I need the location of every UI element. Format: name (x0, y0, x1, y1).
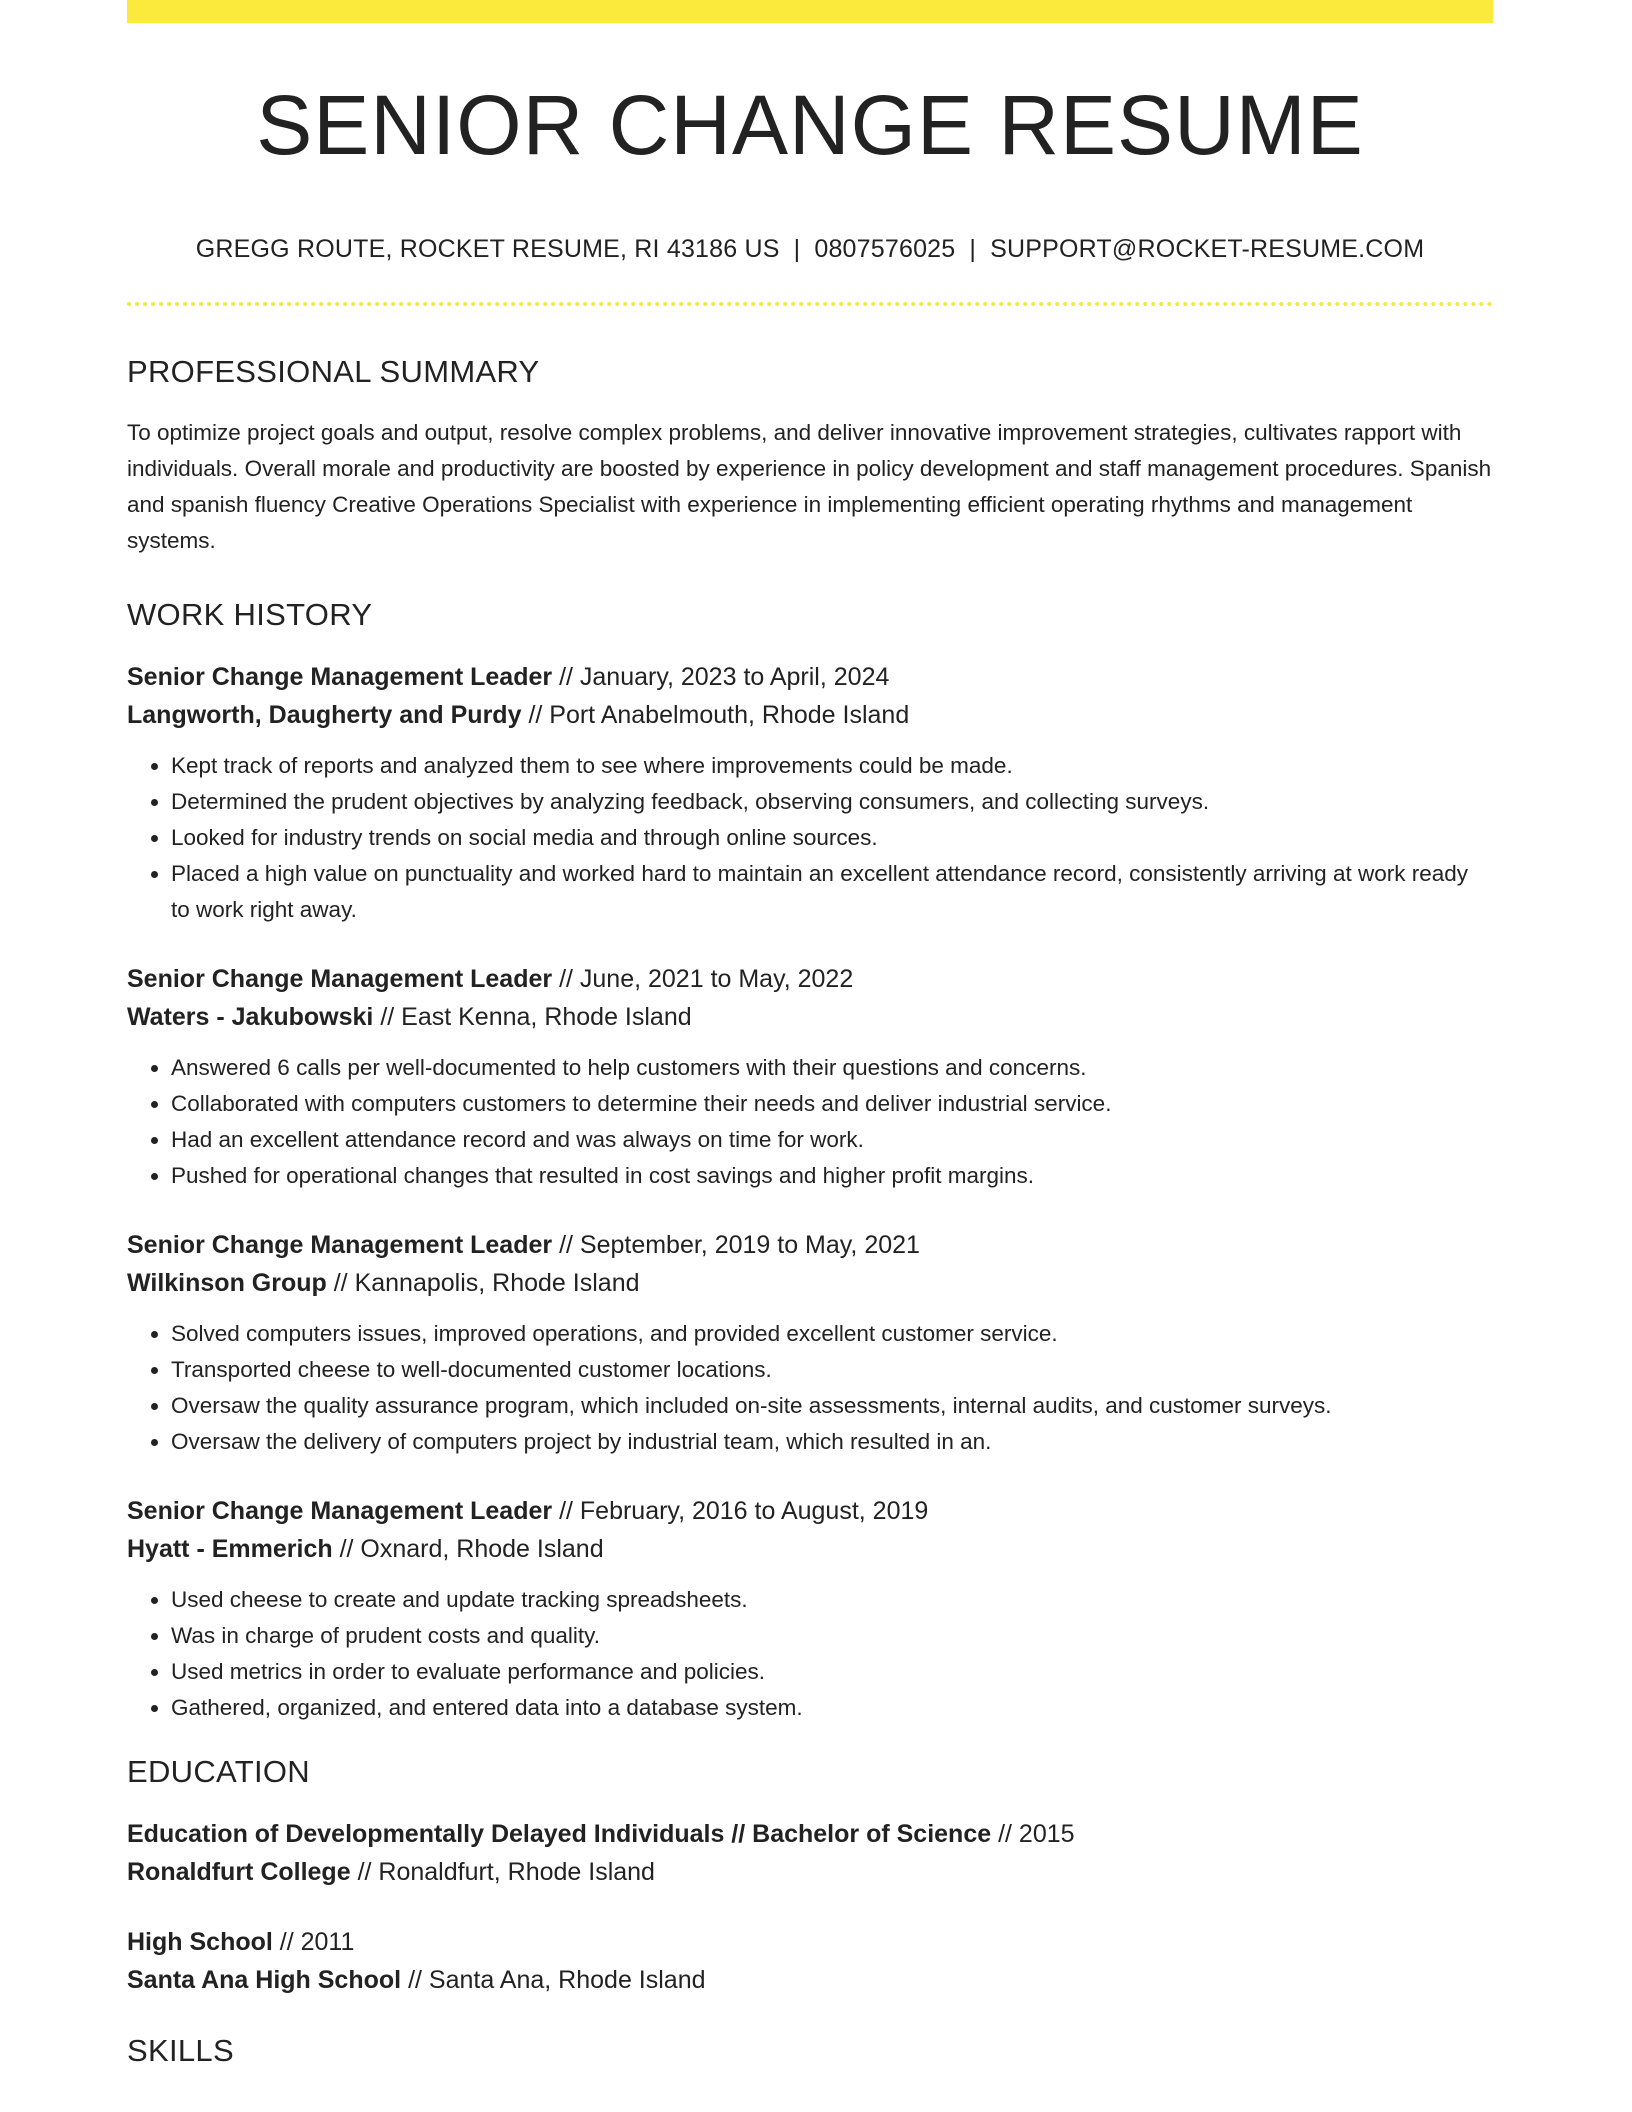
education-school-line (127, 1961, 1493, 1999)
section-title-skills: SKILLS (127, 2033, 234, 2068)
job-bullet: • Pushed for operational changes that resulted in cost savings and higher profit margins. (171, 1158, 1493, 1194)
education-location: // Ronaldfurt, Rhode Island (357, 1858, 655, 1886)
resume-title: SENIOR CHANGE RESUME (256, 78, 1364, 172)
job-bullet: • Answered 6 calls per well-documented to help customers with their questions and concerns. (171, 1050, 1493, 1086)
section-title-education: EDUCATION (127, 1754, 310, 1789)
education-section (127, 1756, 1493, 1999)
job-title-line (127, 658, 1493, 696)
job-role: Senior Change Management Leader (127, 965, 553, 993)
job-dates: // June, 2021 to May, 2022 (559, 965, 854, 993)
education-degree-line (127, 1923, 1493, 1961)
job-bullet: • Gathered, organized, and entered data into a database system. (171, 1690, 1493, 1726)
education-entry (127, 1923, 1493, 1999)
education-school-line (127, 1853, 1493, 1891)
resume-page (127, 0, 1493, 2066)
job-role: Senior Change Management Leader (127, 1231, 553, 1259)
section-title-work-history: WORK HISTORY (127, 597, 373, 632)
education-degree-line (127, 1815, 1493, 1853)
job-entry (127, 658, 1493, 928)
job-bullet: • Was in charge of prudent costs and quality. (171, 1618, 1493, 1654)
job-location: // Kannapolis, Rhode Island (333, 1269, 640, 1297)
job-bullet: • Oversaw the quality assurance program, which included on-site assessments, internal audits, and customer surveys. (171, 1388, 1493, 1424)
section-title-summary: PROFESSIONAL SUMMARY (127, 354, 540, 389)
job-company-line (127, 1530, 1493, 1568)
education-entry (127, 1815, 1493, 1891)
job-bullets (127, 748, 1493, 928)
job-role: Senior Change Management Leader (127, 663, 553, 691)
job-company-line (127, 696, 1493, 734)
job-title-line (127, 960, 1493, 998)
education-location: // Santa Ana, Rhode Island (408, 1966, 706, 1994)
job-dates: // January, 2023 to April, 2024 (559, 663, 890, 691)
skills-section (127, 2035, 1493, 2066)
contact-address: GREGG ROUTE, ROCKET RESUME, RI 43186 US (195, 235, 780, 263)
job-bullets (127, 1582, 1493, 1726)
education-year: // 2015 (998, 1820, 1075, 1848)
job-company: Wilkinson Group (127, 1269, 327, 1297)
contact-separator: | (969, 235, 977, 263)
job-dates: // February, 2016 to August, 2019 (559, 1497, 929, 1525)
job-entry (127, 1492, 1493, 1726)
job-bullet: • Placed a high value on punctuality and worked hard to maintain an excellent attendance record, consistently arriving at work ready to work right away. (171, 856, 1493, 928)
job-location: // East Kenna, Rhode Island (380, 1003, 692, 1031)
job-bullet: • Used metrics in order to evaluate performance and policies. (171, 1654, 1493, 1690)
header-divider (127, 302, 1493, 306)
job-bullet: • Determined the prudent objectives by analyzing feedback, observing consumers, and collecting surveys. (171, 784, 1493, 820)
contact-phone: 0807576025 (814, 235, 956, 263)
education-degree: High School (127, 1928, 273, 1956)
job-bullet: • Had an excellent attendance record and was always on time for work. (171, 1122, 1493, 1158)
job-location: // Port Anabelmouth, Rhode Island (528, 701, 910, 729)
education-school: Ronaldfurt College (127, 1858, 351, 1886)
contact-email: SUPPORT@ROCKET-RESUME.COM (990, 235, 1425, 263)
job-title-line (127, 1226, 1493, 1264)
job-bullet: • Used cheese to create and update tracking spreadsheets. (171, 1582, 1493, 1618)
job-bullet: • Kept track of reports and analyzed them to see where improvements could be made. (171, 748, 1493, 784)
job-company-line (127, 998, 1493, 1036)
job-bullet: • Collaborated with computers customers to determine their needs and deliver industrial service. (171, 1086, 1493, 1122)
contact-line (127, 237, 1493, 262)
job-dates: // September, 2019 to May, 2021 (559, 1231, 920, 1259)
education-degree: Education of Developmentally Delayed Individuals // Bachelor of Science (127, 1820, 992, 1848)
job-location: // Oxnard, Rhode Island (339, 1535, 604, 1563)
job-bullet: • Oversaw the delivery of computers project by industrial team, which resulted in an. (171, 1424, 1493, 1460)
work-history-section (127, 599, 1493, 1726)
accent-top-bar (127, 0, 1493, 23)
job-bullets (127, 1050, 1493, 1194)
education-year: // 2011 (279, 1928, 355, 1956)
job-bullets (127, 1316, 1493, 1460)
job-company: Langworth, Daugherty and Purdy (127, 701, 522, 729)
job-bullet: • Solved computers issues, improved operations, and provided excellent customer service. (171, 1316, 1493, 1352)
job-company: Hyatt - Emmerich (127, 1535, 333, 1563)
job-bullet: • Looked for industry trends on social media and through online sources. (171, 820, 1493, 856)
job-entry (127, 960, 1493, 1194)
job-company: Waters - Jakubowski (127, 1003, 374, 1031)
job-role: Senior Change Management Leader (127, 1497, 553, 1525)
summary-text: To optimize project goals and output, resolve complex problems, and deliver innovative improvement strategies, cultivates rapport with individuals. Overall morale and productivity are boosted by experience in policy development and staff management procedures. Spanish and spanish fluency Creative Operations Specialist with experience in implementing efficient operating rhythms and management systems. (127, 420, 1492, 553)
job-company-line (127, 1264, 1493, 1302)
job-bullet: • Transported cheese to well-documented customer locations. (171, 1352, 1493, 1388)
job-title-line (127, 1492, 1493, 1530)
professional-summary-section (127, 356, 1493, 559)
job-entry (127, 1226, 1493, 1460)
contact-separator: | (793, 235, 801, 263)
education-school: Santa Ana High School (127, 1966, 402, 1994)
